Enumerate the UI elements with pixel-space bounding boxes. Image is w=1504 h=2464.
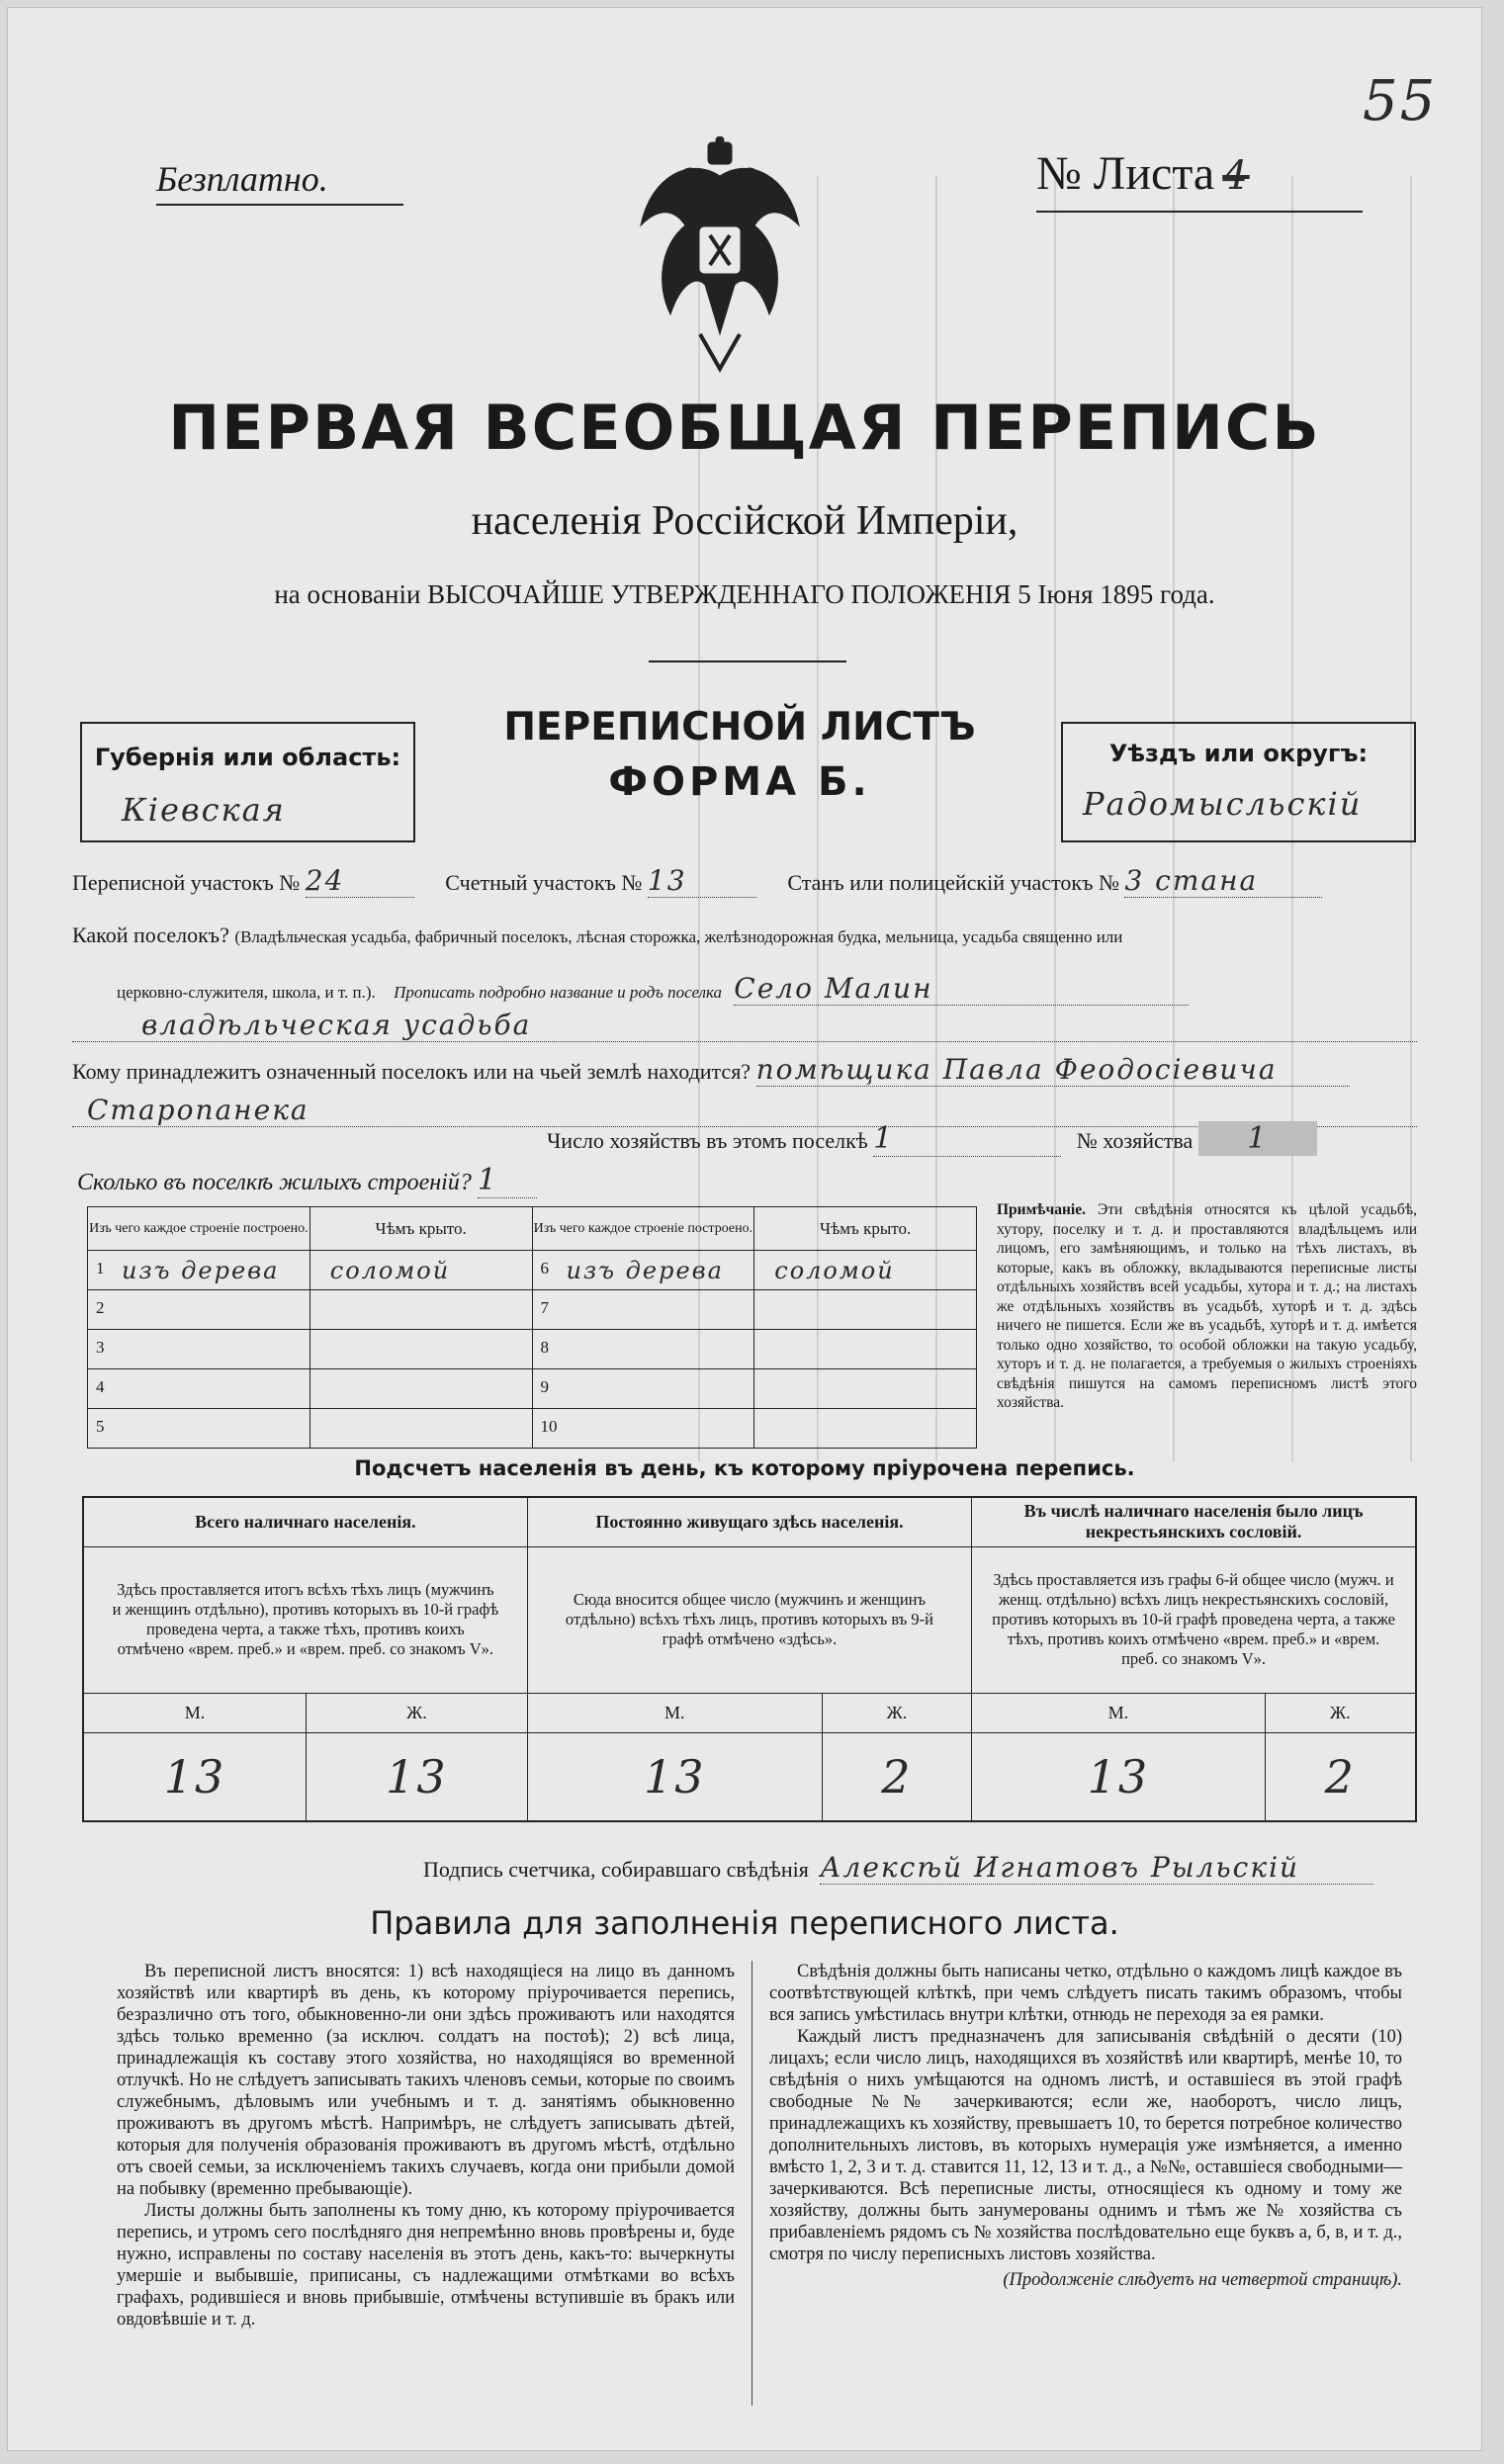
households-value: 1: [873, 1121, 1061, 1157]
signature-line: [423, 1851, 1412, 1885]
building-roof-cell: [754, 1290, 977, 1330]
census-sheet: [8, 8, 1481, 2450]
building-number: 6: [540, 1259, 549, 1277]
building-number: 10: [540, 1417, 558, 1436]
tally-m-1: М.: [83, 1693, 307, 1732]
rules-title: Правила для заполненія переписного листа.: [370, 1904, 1119, 1942]
building-material-cell: [532, 1409, 754, 1449]
buildings-value: 1: [478, 1163, 537, 1198]
buildings-label: Сколько въ поселкѣ жилыхъ строеній?: [77, 1170, 472, 1195]
building-roof-cell: [754, 1330, 977, 1369]
poselok-question: Какой поселокъ?: [72, 923, 229, 947]
rules-left-p2: Листы должны быть заполнены къ тому дню, къ которому пріурочивается перепись, и утромъ сего послѣдняго дня непремѣнно вновь провѣрены и, буде нужно, исправлены по составу населенія въ этотъ день, какъ-то: вычеркнуты умершіе и выбывшіе, приписаны, съ надлежащими отмѣтками во всѣхъ графахъ, родившіеся и вновь прибывшіе, отмѣчены вступившіе въ бракъ или овдовѣвшіе и т. д.: [117, 2201, 735, 2330]
rules-right-p2: Каждый листъ предназначенъ для записыванія свѣдѣній о десяти (10) лицахъ; если число лицъ, находящихся въ хозяйствѣ или квартирѣ, менѣе 10, то свѣдѣнія о нихъ умѣщаются на одномъ листѣ, и оставшіеся въ этой графѣ свободные №№ зачеркиваются; если же, наоборотъ, число лицъ, принадлежащихъ къ хозяйству, превышаетъ 10, то берется потребное количество дополнительныхъ листовъ, въ которыхъ нумерація уже измѣняется, а именно вмѣсто 1, 2, 3 и т. д. ставится 11, 12, 13 и т. д., а №№, оставшіеся свободными—зачеркиваются. Всѣ переписные листы, относящіеся къ одному и тому же хозяйству, должны быть занумерованы однимъ и тѣмъ же № хозяйства съ прибавленіемъ рядомъ съ № хозяйства послѣдовательно еще буквъ а, б, в, и т. д., смотря по числу переписныхъ листовъ хозяйства.: [769, 2027, 1402, 2264]
note-text: Эти свѣдѣнія относятся къ цѣлой усадьбѣ, хутору, поселку и т. д. и проставляются владѣльцемъ или лицомъ, его замѣняющимъ, и только на тѣхъ листахъ, въ которые, какъ въ обложку, вкладываются переписные листы отдѣльныхъ хозяйствъ всей усадьбы, хутора и т. д.; на листахъ же отдѣльныхъ хозяйствъ въ усадьбѣ, хуторѣ и т. д. здѣсь ничего не пишется. Если же въ усадьбѣ, хуторѣ и т. д. имѣется только одно хозяйство, то особой обложки на такую усадьбу, хуторъ и т. д. не полагается, а требуемыя о жилыхъ строеніяхъ свѣдѣнія пишутся на самомъ переписномъ листѣ этого хозяйства.: [997, 1201, 1418, 1411]
building-material-cell: [532, 1251, 754, 1290]
schetny-value: 13: [648, 864, 756, 898]
gubernia-box: [80, 722, 415, 842]
uezd-value: Радомысльскій: [1083, 785, 1363, 823]
poselok-hint-1: (Владѣльческая усадьба, фабричный поселокъ, лѣсная сторожка, желѣзнодорожная будка, мельница, усадьба священно или: [234, 927, 1123, 946]
poselok-line-2: [117, 972, 1422, 1006]
rules-right-p1: Свѣдѣнія должны быть написаны четко, отдѣльно о каждомъ лицѣ каждое въ соотвѣтствующей клѣткѣ, при чемъ слѣдуетъ писать такимъ образомъ, чтобы вся запись умѣстилась внутри клѣтки, отнюдь не переходя за ея рамки.: [769, 1962, 1402, 2025]
building-roof-value: соломой: [774, 1256, 895, 1284]
building-number: 8: [540, 1338, 549, 1357]
tally-value: 13: [307, 1732, 528, 1821]
tally-value: 13: [83, 1732, 307, 1821]
form-subtitle: ФОРМА Б.: [608, 759, 871, 805]
building-roof-cell: [310, 1251, 532, 1290]
building-roof-cell: [310, 1409, 532, 1449]
gubernia-value: Кіевская: [122, 791, 286, 829]
uchastok-value: 24: [306, 864, 414, 898]
basis-line: на основаніи ВЫСОЧАЙШЕ УТВЕРЖДЕННАГО ПОЛОЖЕНІЯ 5 Іюня 1895 года.: [274, 579, 1215, 609]
tally-col3-desc: Здѣсь проставляется изъ графы 6-й общее число (мужч. и женщ. отдѣльно) всѣхъ лицъ некрестьянскихъ сословій, противъ которыхъ въ 10-й графѣ проведена черта, а также тѣхъ, противъ коихъ отмѣчено «врем. преб.» и «врем. преб. со знакомъ V».: [972, 1546, 1416, 1693]
owner-line: [72, 1053, 1417, 1087]
schetny-label: Счетный участокъ №: [445, 870, 643, 895]
col-roof-left: Чѣмъ крыто.: [310, 1207, 532, 1251]
households-line: [547, 1121, 1417, 1157]
tally-heading: Подсчетъ населенія въ день, къ которому пріурочена перепись.: [354, 1456, 1135, 1480]
building-material-cell: [532, 1330, 754, 1369]
tally-col2-title: Постоянно живущаго здѣсь населенія.: [527, 1497, 971, 1546]
building-roof-cell: [310, 1330, 532, 1369]
subtitle: населенія Россійской Имперіи,: [471, 498, 1018, 544]
tally-zh-3: Ж.: [1265, 1693, 1416, 1732]
building-number: 1: [96, 1259, 105, 1277]
buildings-table: [87, 1206, 977, 1449]
building-material-value: изъ дерева: [122, 1256, 280, 1284]
owner-value-2: Старопанека: [72, 1094, 1417, 1127]
poselok-hint-2: церковно-служителя, школа, и т. п.).: [117, 983, 376, 1002]
uezd-label: Уѣздъ или округъ:: [1108, 740, 1369, 767]
free-label: Безплатно.: [156, 159, 328, 199]
sheet-number-value: 4: [1222, 153, 1250, 199]
tally-value: 13: [972, 1732, 1265, 1821]
building-roof-cell: [310, 1369, 532, 1409]
tally-col3-title: Въ числѣ наличнаго населенія было лицъ некрестьянскихъ сословій.: [972, 1497, 1416, 1546]
uchastok-line: [72, 864, 1417, 898]
building-material-cell: [532, 1369, 754, 1409]
free-underline: [156, 204, 403, 206]
buildings-line: [77, 1163, 537, 1198]
buildings-table-row: [88, 1290, 977, 1330]
building-roof-cell: [310, 1290, 532, 1330]
building-material-cell: [88, 1251, 310, 1290]
buildings-table-row: [88, 1409, 977, 1449]
emblem: [631, 136, 809, 374]
buildings-table-row: [88, 1369, 977, 1409]
owner-label: Кому принадлежитъ означенный поселокъ или на чьей землѣ находится?: [72, 1059, 752, 1084]
gubernia-label: Губернія или область:: [94, 744, 401, 771]
building-number: 4: [96, 1377, 105, 1396]
uchastok-label: Переписной участокъ №: [72, 870, 301, 895]
uezd-box: [1061, 722, 1416, 842]
rules-right-column: [769, 1961, 1402, 2291]
tally-m-3: М.: [972, 1693, 1265, 1732]
col-roof-right: Чѣмъ крыто.: [754, 1207, 977, 1251]
tally-zh-1: Ж.: [307, 1693, 528, 1732]
tally-col1-desc: Здѣсь проставляется итогъ всѣхъ тѣхъ лицъ (мужчинъ и женщинъ отдѣльно), противъ которыхъ въ 10-й графѣ проведена черта, а также тѣхъ, противъ коихъ отмѣчено «врем. преб.» и «врем. преб. со знакомъ V».: [83, 1546, 527, 1693]
poselok-value-1: Село Малин: [734, 972, 1189, 1006]
building-material-cell: [88, 1369, 310, 1409]
col-material-left: Изъ чего каждое строеніе построено.: [88, 1207, 310, 1251]
stan-label: Станъ или полицейскій участокъ №: [787, 870, 1119, 895]
signature-value: Алексѣй Игнатовъ Рыльскій: [820, 1851, 1373, 1885]
stan-value: 3 стана: [1124, 864, 1322, 898]
tally-m-2: М.: [527, 1693, 822, 1732]
tally-value: 2: [822, 1732, 971, 1821]
buildings-table-body: [88, 1251, 977, 1449]
building-material-cell: [532, 1290, 754, 1330]
building-number: 5: [96, 1417, 105, 1436]
building-number: 3: [96, 1338, 105, 1357]
rules-continued: (Продолженіе слѣдуетъ на четвертой страницѣ).: [1003, 2270, 1402, 2290]
header-rule: [649, 660, 846, 662]
sheet-number-field: [1036, 146, 1250, 201]
note-label: Примѣчаніе.: [997, 1201, 1086, 1218]
building-roof-cell: [754, 1251, 977, 1290]
poselok-hint-3: Прописать подробно название и родъ поселка: [394, 983, 723, 1002]
sheet-number-underline: [1036, 211, 1363, 213]
tally-zh-2: Ж.: [822, 1693, 971, 1732]
building-material-cell: [88, 1409, 310, 1449]
main-title: ПЕРВАЯ ВСЕОБЩАЯ ПЕРЕПИСЬ: [168, 392, 1321, 464]
form-title-block: [423, 705, 1056, 805]
double-headed-eagle-icon: [631, 136, 809, 374]
building-roof-value: соломой: [329, 1256, 451, 1284]
building-number: 2: [96, 1298, 105, 1317]
page-number: 55: [1363, 69, 1438, 133]
owner-value-1: помѣщика Павла Феодосіевича: [756, 1053, 1350, 1087]
building-roof-cell: [754, 1369, 977, 1409]
building-material-cell: [88, 1290, 310, 1330]
household-no-value: 1: [1198, 1121, 1317, 1156]
buildings-table-row: [88, 1330, 977, 1369]
poselok-value-2: владѣльческая усадьба: [72, 1009, 1417, 1042]
building-number: 9: [540, 1377, 549, 1396]
building-number: 7: [540, 1298, 549, 1317]
rules-left-column: [117, 1961, 735, 2331]
poselok-line: [72, 923, 1417, 948]
signature-label: Подпись счетчика, собиравшаго свѣдѣнія: [423, 1857, 809, 1882]
tally-value: 2: [1265, 1732, 1416, 1821]
tally-col1-title: Всего наличнаго населенія.: [83, 1497, 527, 1546]
col-material-right: Изъ чего каждое строеніе построено.: [532, 1207, 754, 1251]
tally-table: [82, 1496, 1417, 1822]
tally-col2-desc: Сюда вносится общее число (мужчинъ и женщинъ отдѣльно) всѣхъ тѣхъ лицъ, противъ которыхъ въ 9-й графѣ отмѣчено «здѣсь».: [527, 1546, 971, 1693]
tally-value: 13: [527, 1732, 822, 1821]
buildings-table-row: [88, 1251, 977, 1290]
household-no-label: № хозяйства: [1076, 1128, 1194, 1153]
households-label: Число хозяйствъ въ этомъ поселкѣ: [547, 1128, 868, 1153]
note-block: [997, 1200, 1417, 1413]
building-material-value: изъ дерева: [566, 1256, 724, 1284]
sheet-number-label: № Листа: [1036, 147, 1215, 200]
building-roof-cell: [754, 1409, 977, 1449]
building-material-cell: [88, 1330, 310, 1369]
form-title: ПЕРЕПИСНОЙ ЛИСТЪ: [503, 705, 976, 749]
rules-left-p1: Въ переписной листъ вносятся: 1) всѣ находящіеся на лицо въ данномъ хозяйствѣ или квартирѣ въ день, къ которому пріурочивается перепись, безразлично отъ того, обыкновенно-ли они здѣсь проживаютъ или находятся здѣсь только временно (за исключ. солдатъ на постоѣ); 2) всѣ лица, принадлежащія къ составу этого хозяйства, но находящіяся во временной отлучкѣ. Но не слѣдуетъ записывать такихъ членовъ семьи, которые по своимъ служебнымъ, дѣловымъ или учебнымъ и т. д. занятіямъ обыкновенно проживаютъ въ другомъ мѣстѣ. Напримѣръ, не слѣдуетъ записывать дѣтей, которыя для полученія образованія проживаютъ въ другомъ мѣстѣ, отдѣльно отъ своей семьи, за исключеніемъ такихъ случаевъ, когда они прибыли домой на побывку (временно пребывающіе).: [117, 1962, 735, 2199]
